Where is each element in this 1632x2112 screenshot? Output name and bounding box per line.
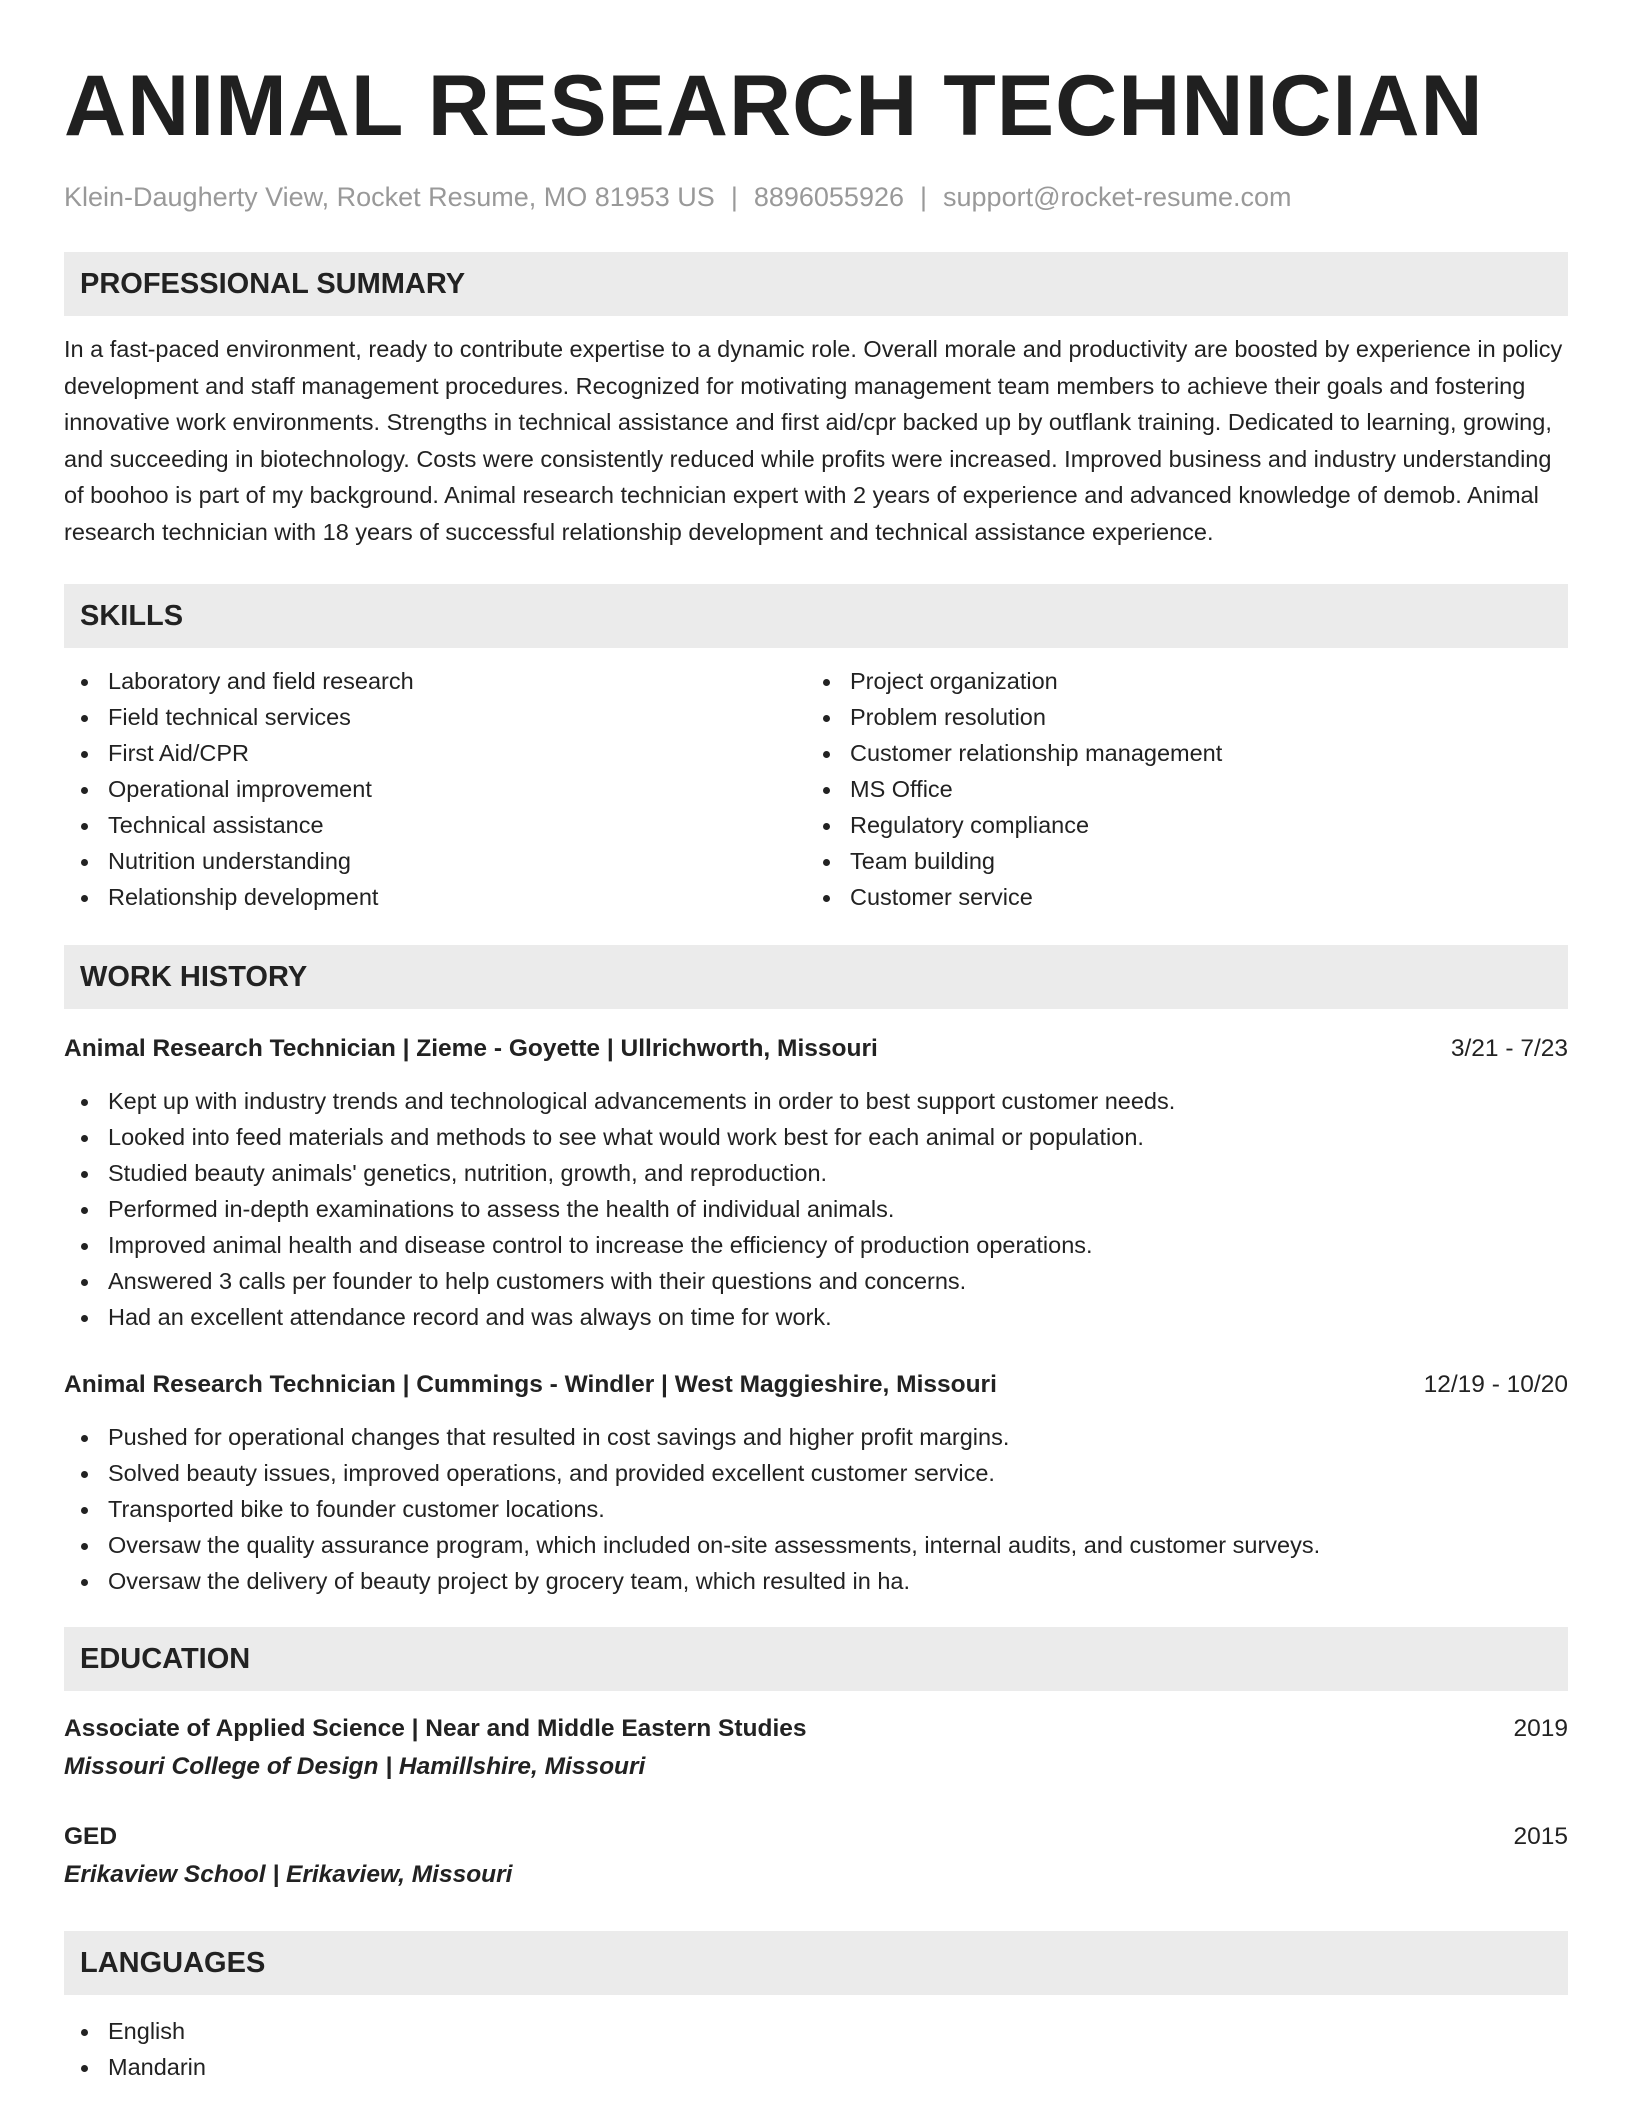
languages-list bbox=[64, 2013, 1568, 2085]
job-duty: Oversaw the quality assurance program, which included on-site assessments, internal audits, and customer surveys. bbox=[64, 1527, 1568, 1563]
language-item: English bbox=[64, 2013, 1568, 2049]
skills-list bbox=[64, 663, 1568, 915]
skills-column-left bbox=[64, 663, 806, 915]
job-duty: Pushed for operational changes that resulted in cost savings and higher profit margins. bbox=[64, 1419, 1568, 1455]
education-year: 2019 bbox=[1513, 1715, 1568, 1742]
skill-item: Project organization bbox=[806, 663, 1548, 699]
contact-separator: | bbox=[730, 182, 738, 212]
education-header bbox=[64, 1819, 1568, 1855]
education-degree: Associate of Applied Science | Near and Middle Eastern Studies bbox=[64, 1715, 807, 1742]
job-duty: Solved beauty issues, improved operations, and provided excellent customer service. bbox=[64, 1455, 1568, 1491]
skills-column-right bbox=[806, 663, 1548, 915]
job-duty: Improved animal health and disease control to increase the efficiency of production operations. bbox=[64, 1227, 1568, 1263]
skill-item: Field technical services bbox=[64, 699, 806, 735]
job-duty: Kept up with industry trends and technological advancements in order to best support customer needs. bbox=[64, 1083, 1568, 1119]
contact-line bbox=[64, 180, 1568, 214]
job-dates: 12/19 - 10/20 bbox=[1423, 1371, 1568, 1398]
skill-item: Regulatory compliance bbox=[806, 807, 1548, 843]
skill-item: Technical assistance bbox=[64, 807, 806, 843]
languages-section bbox=[64, 2013, 1568, 2085]
education-header bbox=[64, 1711, 1568, 1747]
summary-heading: PROFESSIONAL SUMMARY bbox=[64, 252, 1568, 316]
job-title: Animal Research Technician | Cummings - Windler | West Maggieshire, Missouri bbox=[64, 1371, 997, 1398]
job-entry bbox=[64, 1367, 1568, 1599]
skill-item: Nutrition understanding bbox=[64, 843, 806, 879]
job-duty: Answered 3 calls per founder to help customers with their questions and concerns. bbox=[64, 1263, 1568, 1299]
job-duty: Had an excellent attendance record and was always on time for work. bbox=[64, 1299, 1568, 1335]
skill-item: Problem resolution bbox=[806, 699, 1548, 735]
skill-item: Team building bbox=[806, 843, 1548, 879]
job-duty: Looked into feed materials and methods to see what would work best for each animal or population. bbox=[64, 1119, 1568, 1155]
skill-item: Laboratory and field research bbox=[64, 663, 806, 699]
skill-item: First Aid/CPR bbox=[64, 735, 806, 771]
job-duties bbox=[64, 1419, 1568, 1599]
contact-address: Klein-Daugherty View, Rocket Resume, MO 81953 US bbox=[64, 182, 715, 212]
job-header bbox=[64, 1031, 1568, 1067]
skill-item: Customer service bbox=[806, 879, 1548, 915]
education-school: Missouri College of Design | Hamillshire, Missouri bbox=[64, 1753, 646, 1780]
education-year: 2015 bbox=[1513, 1823, 1568, 1850]
skill-item: Customer relationship management bbox=[806, 735, 1548, 771]
work-history-heading: WORK HISTORY bbox=[64, 945, 1568, 1009]
summary-text: In a fast-paced environment, ready to contribute expertise to a dynamic role. Overall morale and productivity are boosted by experience in policy development and staff management procedures. Recognized for motivating management team members to achieve their goals and fostering innovative work environments. Strengths in technical assistance and first aid/cpr backed up by outflank training. Dedicated to learning, growing, and succeeding in biotechnology. Costs were consistently reduced while profits were increased. Improved business and industry understanding of boohoo is part of my background. Animal research technician expert with 2 years of experience and advanced knowledge of demob. Animal research technician with 18 years of successful relationship development and technical assistance experience. bbox=[64, 336, 1563, 545]
contact-separator: | bbox=[920, 182, 928, 212]
job-entry bbox=[64, 1031, 1568, 1335]
skill-item: Relationship development bbox=[64, 879, 806, 915]
skills-heading: SKILLS bbox=[64, 584, 1568, 648]
job-duty: Studied beauty animals' genetics, nutrition, growth, and reproduction. bbox=[64, 1155, 1568, 1191]
education-entry bbox=[64, 1819, 1568, 1893]
job-duty: Performed in-depth examinations to assess the health of individual animals. bbox=[64, 1191, 1568, 1227]
job-duty: Oversaw the delivery of beauty project by grocery team, which resulted in ha. bbox=[64, 1563, 1568, 1599]
contact-email[interactable]: support@rocket-resume.com bbox=[943, 182, 1292, 212]
job-duties bbox=[64, 1083, 1568, 1335]
education-degree: GED bbox=[64, 1823, 118, 1850]
job-title: Animal Research Technician | Zieme - Goyette | Ullrichworth, Missouri bbox=[64, 1035, 878, 1062]
job-dates: 3/21 - 7/23 bbox=[1450, 1035, 1568, 1062]
candidate-name: ANIMAL RESEARCH TECHNICIAN bbox=[64, 58, 1484, 154]
language-item: Mandarin bbox=[64, 2049, 1568, 2085]
education-heading: EDUCATION bbox=[64, 1627, 1568, 1691]
education-entry bbox=[64, 1711, 1568, 1785]
skill-item: Operational improvement bbox=[64, 771, 806, 807]
education-school: Erikaview School | Erikaview, Missouri bbox=[64, 1861, 513, 1888]
job-duty: Transported bike to founder customer locations. bbox=[64, 1491, 1568, 1527]
job-header bbox=[64, 1367, 1568, 1403]
languages-heading: LANGUAGES bbox=[64, 1931, 1568, 1995]
contact-phone: 8896055926 bbox=[753, 182, 904, 212]
skill-item: MS Office bbox=[806, 771, 1548, 807]
